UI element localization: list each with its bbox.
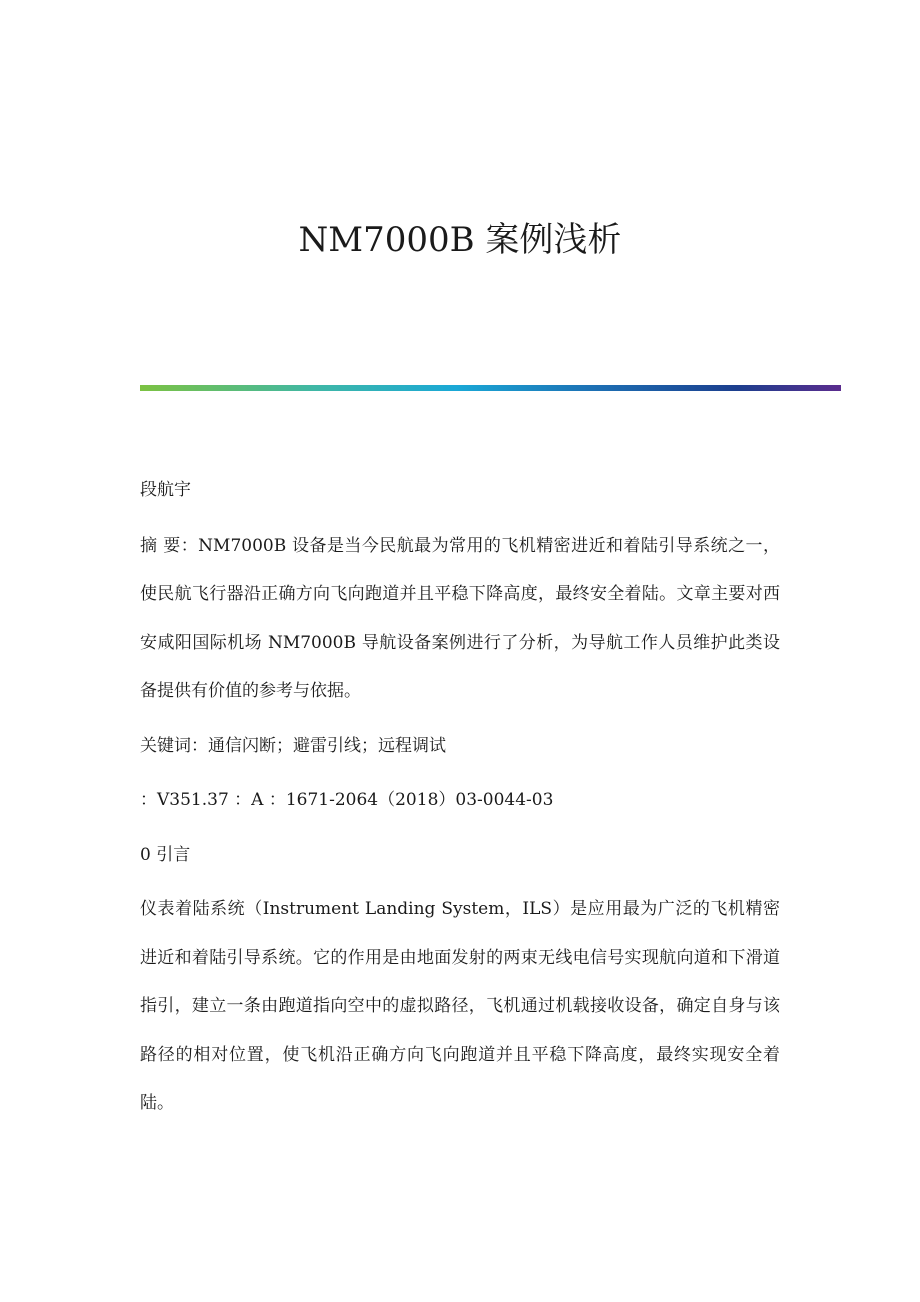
classification-line: ：V351.37 ：A ：1671-2064（2018）03-0044-03 <box>140 790 554 810</box>
abstract-paragraph: 摘 要：NM7000B 设备是当今民航最为常用的飞机精密进近和着陆引导系统之一，使民航飞行器沿正确方向飞向跑道并且平稳下降高度，最终安全着陆。文章主要对西安咸阳国际机场 NM7000B 导航设备案例进行了分析，为导航工作人员维护此类设备提供有价值的参考与依据。 <box>140 535 780 701</box>
intro-paragraph: 仪表着陆系统（Instrument Landing System，ILS）是应用最为广泛的飞机精密进近和着陆引导系统。它的作用是由地面发射的两束无线电信号实现航向道和下滑道指引，建立一条由跑道指向空中的虚拟路径，飞机通过机载接收设备，确定自身与该路径的相对位置，使飞机沿正确方向飞向跑道并且平稳下降高度，最终实现安全着陆。 <box>140 899 780 1113</box>
author-name: 段航宇 <box>140 480 191 500</box>
section-heading: 0 引言 <box>140 844 191 865</box>
document-title: NM7000B 案例浅析 <box>298 220 622 260</box>
keywords-line: 关键词：通信闪断；避雷引线；远程调试 <box>140 735 446 756</box>
document-body <box>140 466 780 1128</box>
title-divider <box>140 385 841 391</box>
